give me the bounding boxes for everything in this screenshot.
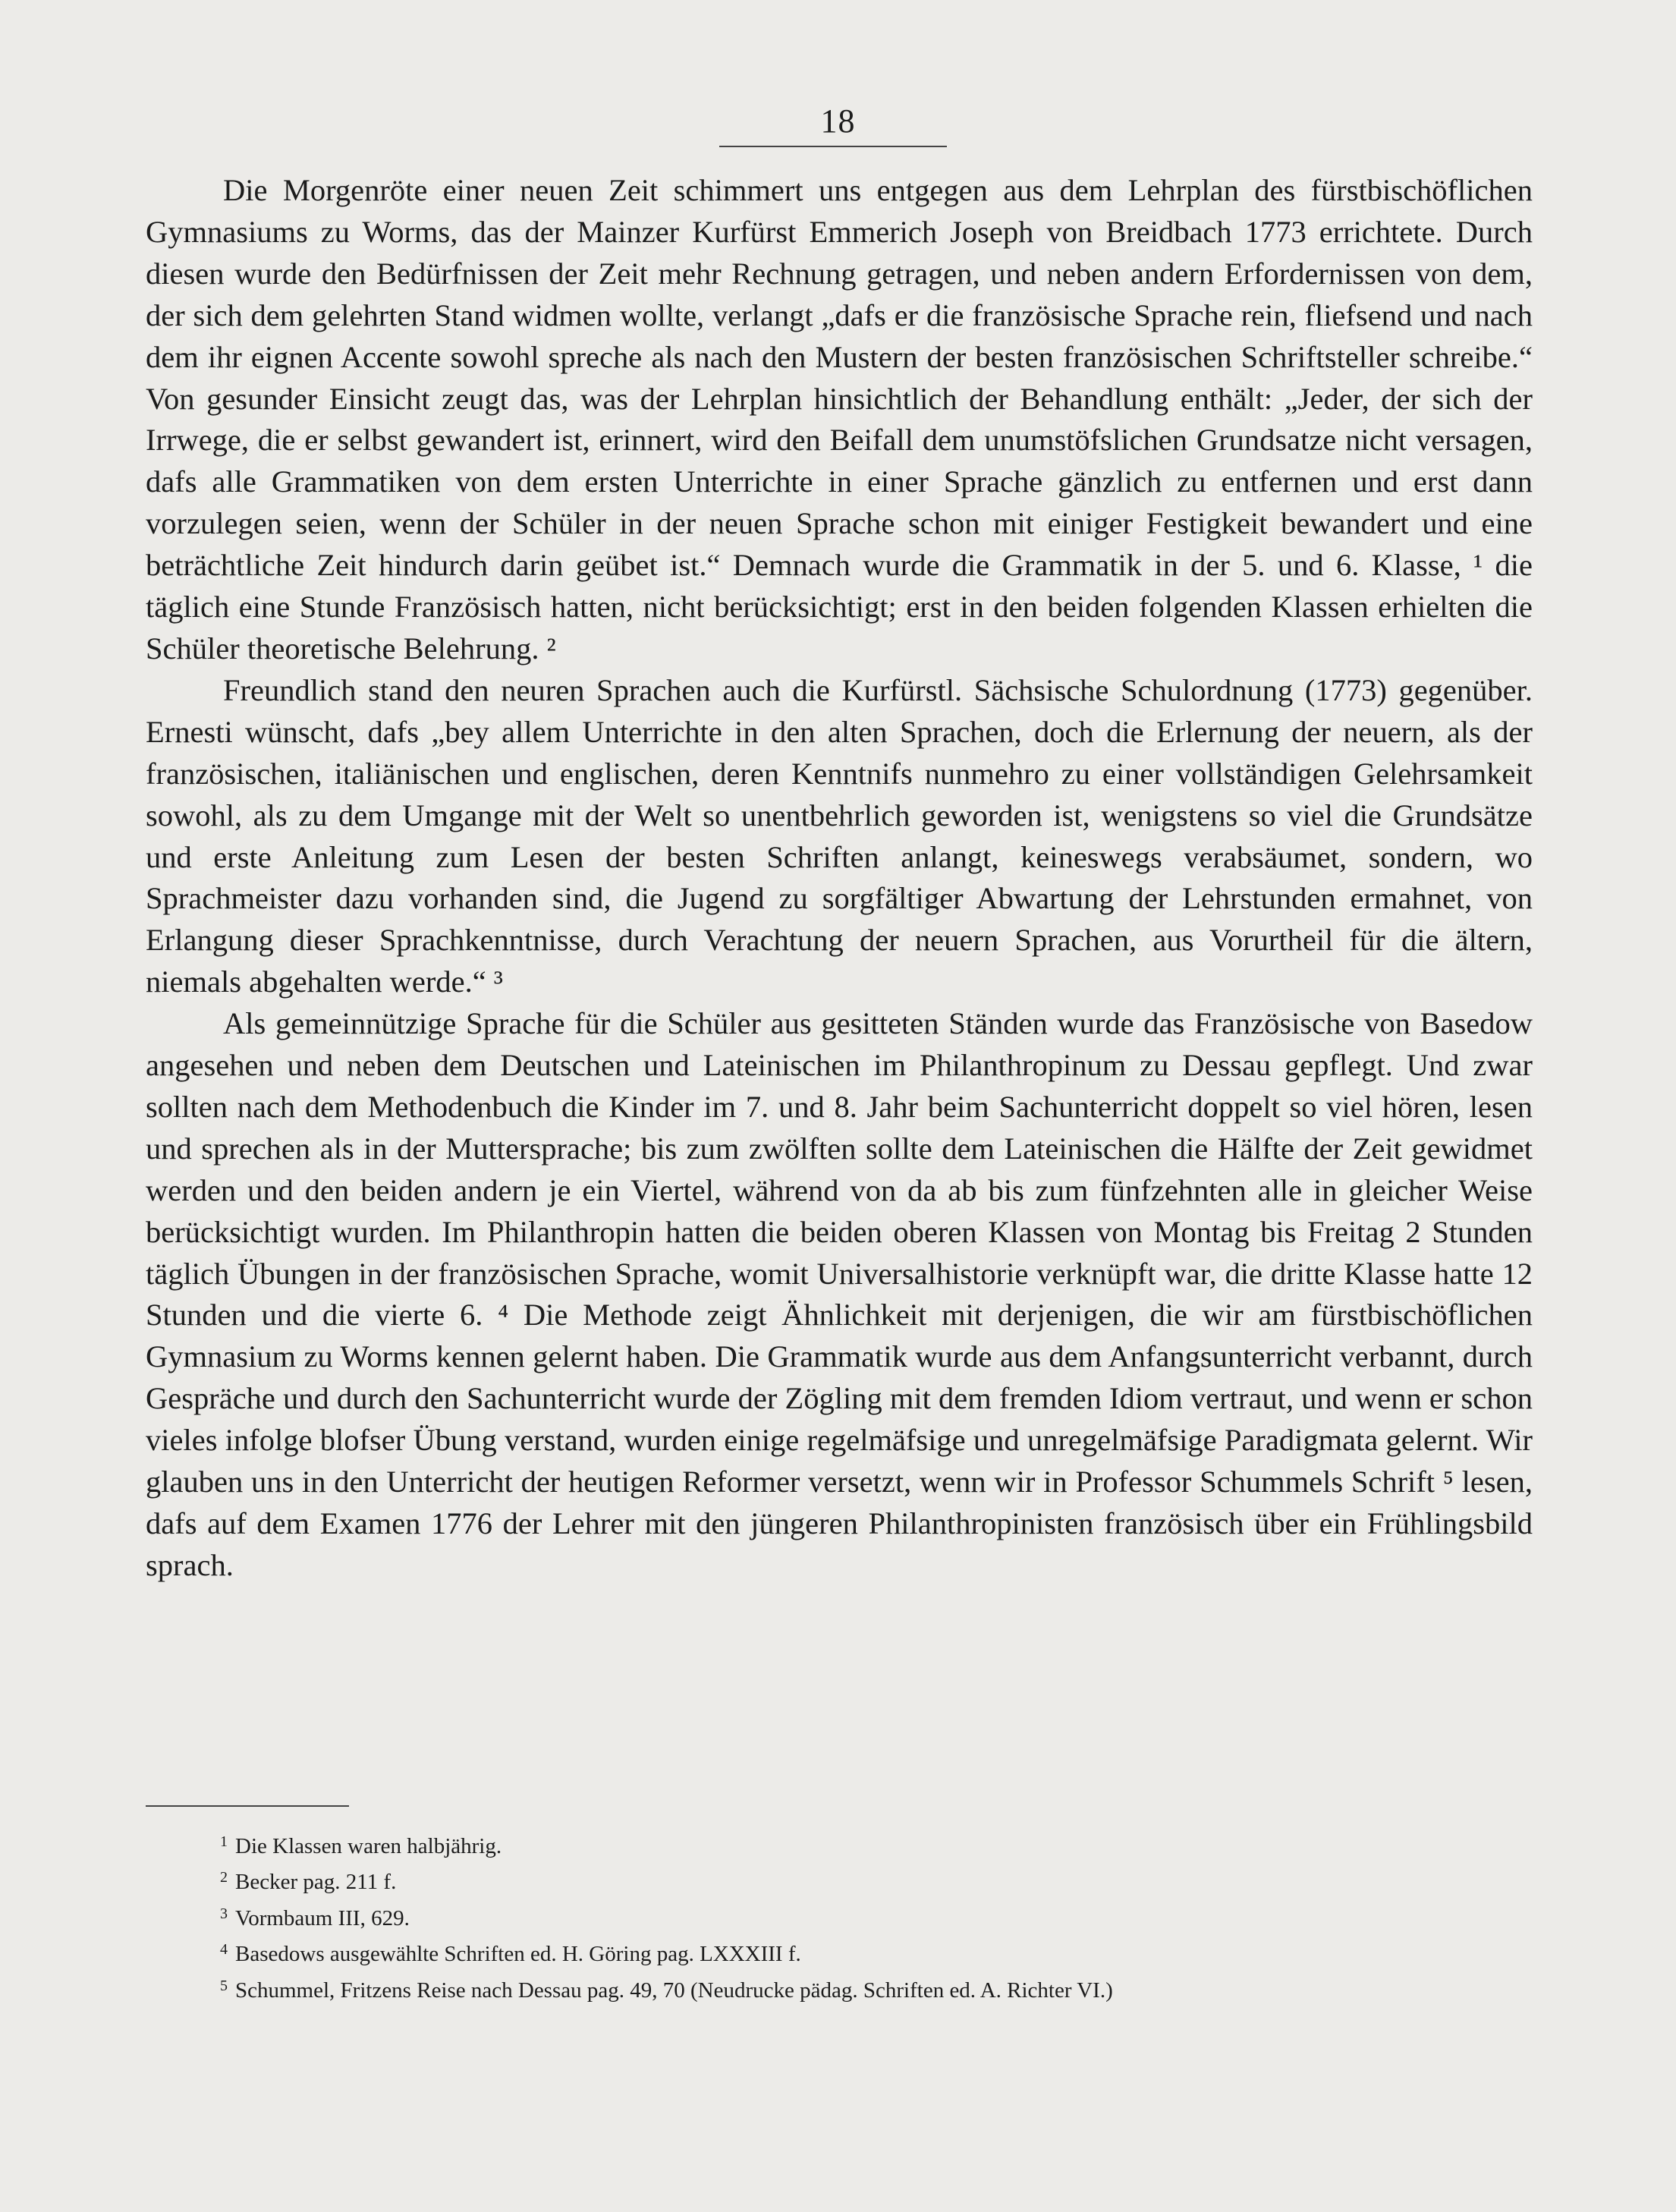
paragraph: Als gemeinnützige Sprache für die Schüler aus gesitteten Ständen wurde das Französische von Basedow angesehen und neben dem Deutschen und Lateinischen im Philanthropinum zu Dessau gepflegt. Und zwar sollten nach dem Methodenbuch die Kinder im 7. und 8. Jahr beim Sachunterricht doppelt so viel hören, lesen und sprechen als in der Muttersprache; bis zum zwölften sollte dem Lateinischen die Hälfte der Zeit gewidmet werden und den beiden andern je ein Viertel, während von da ab bis zum fünfzehnten alle in gleicher Weise berücksichtigt wurden. Im Philanthropin hatten die beiden oberen Klassen von Montag bis Freitag 2 Stunden täglich Übungen in der französischen Sprache, womit Universalhistorie verknüpft war, die dritte Klasse hatte 12 Stunden und die vierte 6. ⁴ Die Methode zeigt Ähnlichkeit mit derjenigen, die wir am fürstbischöflichen Gymnasium zu Worms kennen gelernt haben. Die Grammatik wurde aus dem Anfangsunterricht verbannt, durch Gespräche und durch den Sachunterricht wurde der Zögling mit dem fremden Idiom vertraut, und wenn er schon vieles infolge blofser Übung verstand, wurden einige regelmäfsige und unregelmäfsige Paradigmata gelernt. Wir glauben uns in den Unterricht der heutigen Reformer versetzt, wenn wir in Professor Schummels Schrift ⁵ lesen, dafs auf dem Examen 1776 der Lehrer mit den jüngeren Philanthropinisten französisch über ein Frühlingsbild sprach. bbox=[146, 1006, 1533, 1582]
footnote-marker: 3 bbox=[220, 1905, 228, 1922]
footnote-text: Basedows ausgewählte Schriften ed. H. Göring pag. LXXXIII f. bbox=[235, 1942, 801, 1967]
footnote bbox=[220, 1827, 1525, 1862]
footnote bbox=[220, 1971, 1525, 2006]
footnote-text: Becker pag. 211 f. bbox=[235, 1870, 397, 1895]
footnote bbox=[220, 1899, 1525, 1934]
header-rule bbox=[719, 146, 947, 147]
footnote-marker: 4 bbox=[220, 1941, 228, 1959]
footnote-marker: 5 bbox=[220, 1977, 228, 1994]
page-number: 18 bbox=[820, 102, 856, 140]
paragraph: Freundlich stand den neuren Sprachen auch die Kurfürstl. Sächsische Schulordnung (1773) gegenüber. Ernesti wünscht, dafs „bey allem Unterrichte in den alten Sprachen, doch die Erlernung der neuern, als der französischen, italiänischen und englischen, deren Kenntnifs nunmehro zu einer vollständigen Gelehrsamkeit sowohl, als zu dem Umgange mit der Welt so unentbehrlich geworden ist, wenigstens so viel die Grundsätze und erste Anleitung zum Lesen der besten Schriften anlangt, keineswegs verabsäumet, sondern, wo Sprachmeister dazu vorhanden sind, die Jugend zu sorgfältiger Abwartung der Lehrstunden ermahnet, von Erlangung dieser Sprachkenntnisse, durch Verachtung der neuern Sprachen, aus Vorurtheil für die ältern, niemals abgehalten werde.“ ³ bbox=[146, 672, 1533, 999]
footnote-text: Die Klassen waren halbjährig. bbox=[235, 1834, 502, 1858]
footnote-marker: 1 bbox=[220, 1833, 228, 1850]
footnote-text: Schummel, Fritzens Reise nach Dessau pag. 49, 70 (Neudrucke pädag. Schriften ed. A. Richter VI.) bbox=[235, 1978, 1113, 2003]
footnote bbox=[220, 1934, 1525, 1970]
footnote bbox=[220, 1862, 1525, 1898]
paragraph: Die Morgenröte einer neuen Zeit schimmert uns entgegen aus dem Lehrplan des fürstbischöflichen Gymnasiums zu Worms, das der Mainzer Kurfürst Emmerich Joseph von Breidbach 1773 errichtete. Durch diesen wurde den Bedürfnissen der Zeit mehr Rechnung getragen, und neben andern Erfordernissen von dem, der sich dem gelehrten Stand widmen wollte, verlangt „dafs er die französische Sprache rein, fliefsend und nach dem ihr eignen Accente sowohl spreche als nach den Mustern der besten französischen Schriftsteller schreibe.“ Von gesunder Einsicht zeugt das, was der Lehrplan hinsichtlich der Behandlung enthält: „Jeder, der sich der Irrwege, die er selbst gewandert ist, erinnert, wird den Beifall dem unumstöfslichen Grundsatze nicht versagen, dafs alle Grammatiken von dem ersten Unterrichte in einer Sprache gänzlich zu entfernen und erst dann vorzulegen seien, wenn der Schüler in der neuen Sprache schon mit einiger Festigkeit bewandert und eine beträchtliche Zeit hindurch darin geübet ist.“ Demnach wurde die Grammatik in der 5. und 6. Klasse, ¹ die täglich eine Stunde Französisch hatten, nicht berücksichtigt; erst in den beiden folgenden Klassen erhielten die Schüler theoretische Belehrung. ² bbox=[146, 173, 1533, 665]
body-text bbox=[146, 170, 1533, 1587]
footnotes bbox=[220, 1827, 1525, 2006]
footnote-rule bbox=[146, 1805, 349, 1807]
footnote-marker: 2 bbox=[220, 1869, 228, 1886]
footnote-text: Vormbaum III, 629. bbox=[235, 1905, 410, 1930]
